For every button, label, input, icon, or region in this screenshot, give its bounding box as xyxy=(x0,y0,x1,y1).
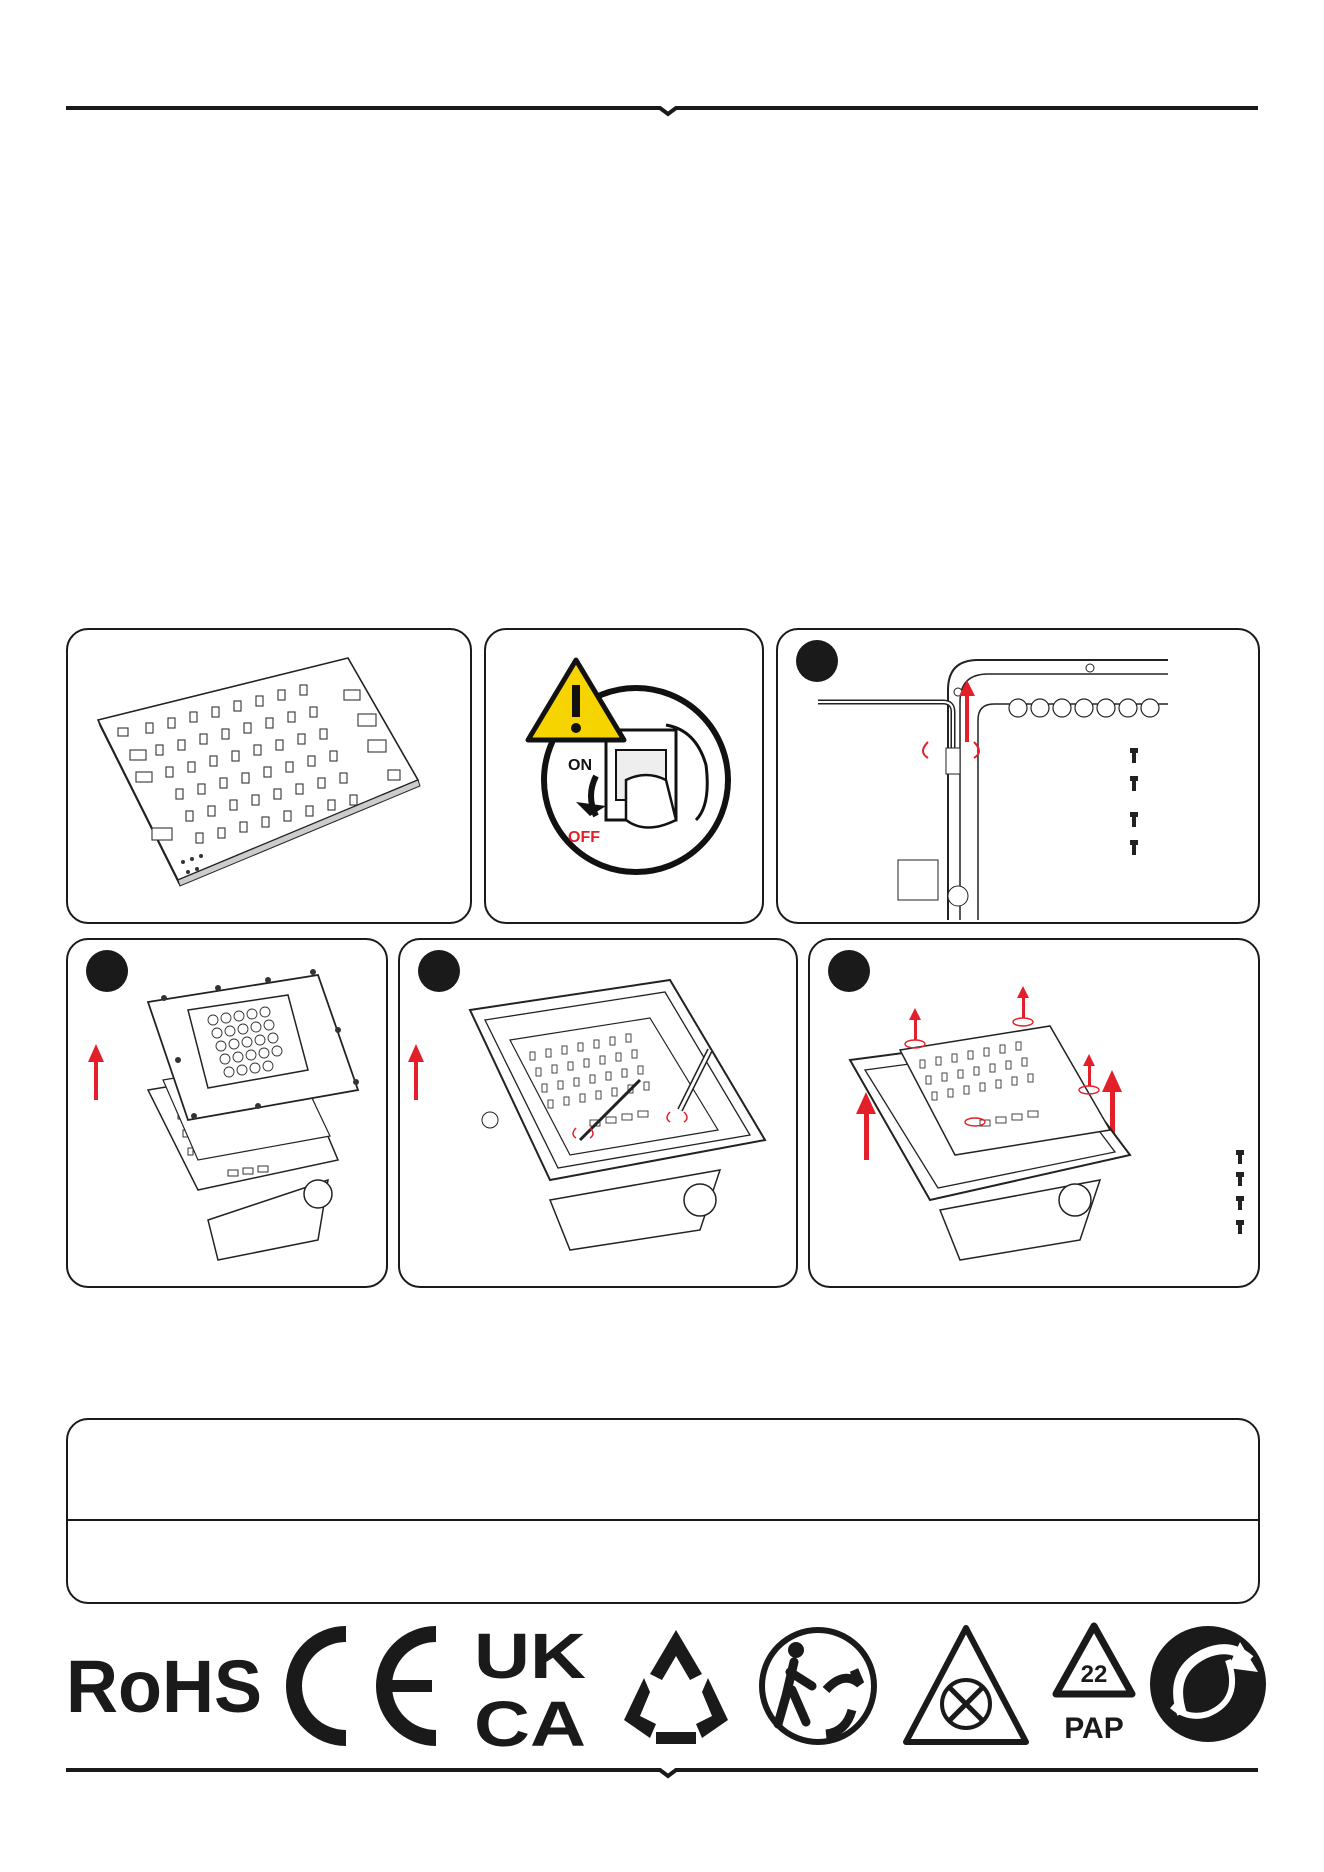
board-unscrew-illustration xyxy=(400,940,796,1286)
step-badge xyxy=(828,950,870,992)
pap-22-recycle-icon xyxy=(1046,1620,1142,1750)
switch-on-label: ON xyxy=(568,757,592,774)
panel-unscrew-board xyxy=(398,938,798,1288)
svg-text:RoHS: RoHS xyxy=(66,1645,262,1728)
svg-text:22: 22 xyxy=(1080,1661,1108,1688)
svg-text:PAP: PAP xyxy=(1064,1712,1124,1745)
rohs-logo xyxy=(66,1620,266,1750)
no-waste-icon xyxy=(898,1620,1034,1750)
panel-remove-screws xyxy=(776,628,1260,924)
step-badge xyxy=(796,640,838,682)
svg-text:UK: UK xyxy=(474,1620,586,1692)
board-replace-illustration xyxy=(810,940,1258,1286)
switch-off-label: OFF xyxy=(568,829,600,846)
power-switch-illustration xyxy=(486,630,762,922)
panel-replace-board xyxy=(808,938,1260,1288)
top-rule xyxy=(0,98,1324,118)
panel-power-off xyxy=(484,628,764,924)
bottom-rule xyxy=(0,1760,1324,1780)
tidyman-recycle-icon xyxy=(756,1620,880,1750)
panel-lift-cover xyxy=(66,938,388,1288)
step-badge xyxy=(86,950,128,992)
info-box xyxy=(66,1418,1260,1604)
led-board-illustration xyxy=(68,630,470,922)
ukca-logo xyxy=(472,1620,590,1750)
certification-logos xyxy=(66,1620,1258,1750)
hex-key-illustration xyxy=(778,630,1258,922)
svg-text:CA: CA xyxy=(474,1688,586,1750)
green-dot-icon xyxy=(1148,1620,1268,1750)
recycle-icon xyxy=(616,1620,736,1750)
ce-mark-icon xyxy=(278,1620,448,1750)
panel-led-board xyxy=(66,628,472,924)
cover-removal-illustration xyxy=(68,940,386,1286)
info-box-divider xyxy=(68,1519,1258,1521)
step-badge xyxy=(418,950,460,992)
